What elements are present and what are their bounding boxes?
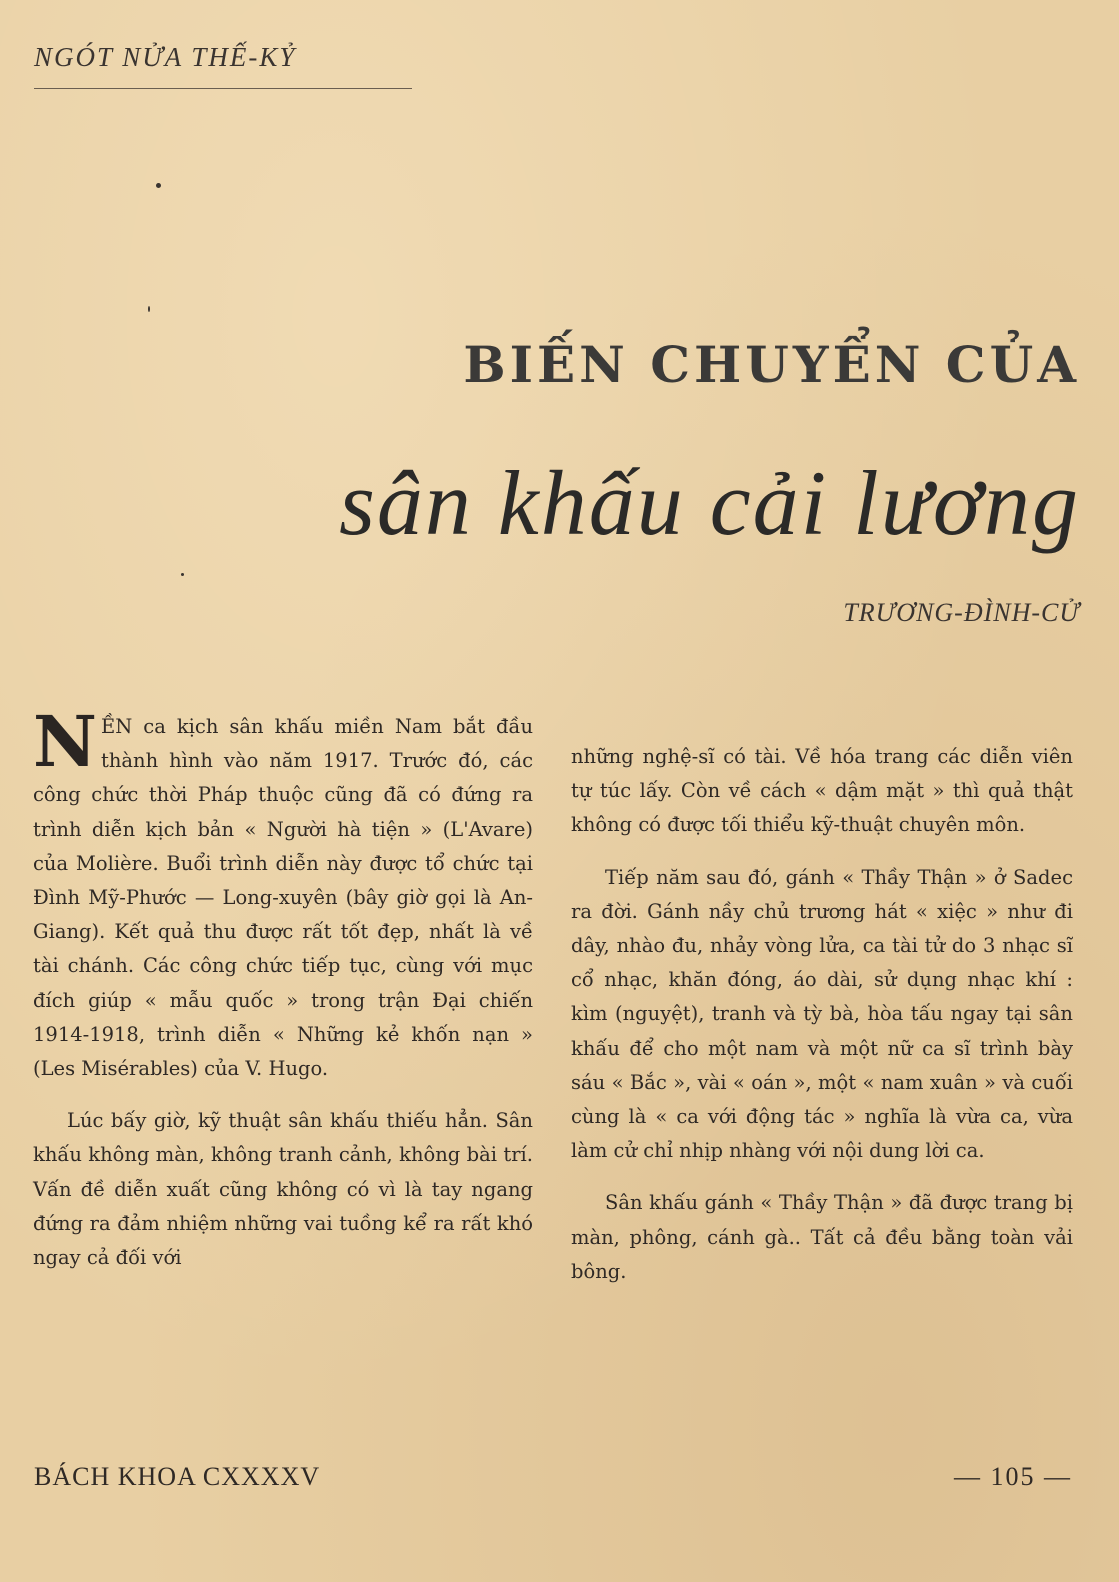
article-subtitle: sân khấu cải lương xyxy=(339,452,1080,554)
paragraph xyxy=(33,700,533,1086)
article-author: TRƯƠNG-ĐÌNH-CỬ xyxy=(843,598,1080,627)
page-number: — 105 — xyxy=(954,1462,1072,1491)
ink-speck xyxy=(148,306,150,312)
paragraph-text: ỀN ca kịch sân khấu miền Nam bắt đầu thành hình vào năm 1917. Trước đó, các công chức thời Pháp thuộc cũng đã có đứng ra trình diễn kịch bản « Người hà tiện » (L'Avare) của Molière. Buổi trình diễn này được tổ chức tại Đình Mỹ-Phước — Long-xuyên (bây giờ gọi là An-Giang). Kết quả thu được rất tốt đẹp, nhất là về tài chánh. Các công chức tiếp tục, cùng với mục đích giúp « mẫu quốc » trong trận Đại chiến 1914-1918, trình diễn « Những kẻ khốn nạn » (Les Misérables) của V. Hugo. xyxy=(33,715,533,1081)
drop-cap: N xyxy=(33,700,97,783)
ink-speck xyxy=(156,183,161,188)
right-column xyxy=(571,740,1073,1307)
paragraph: Tiếp năm sau đó, gánh « Thầy Thận » ở Sadec ra đời. Gánh nầy chủ trương hát « xiệc » như đi dây, nhào đu, nhảy vòng lửa, ca tài tử do 3 nhạc sĩ cổ nhạc, khăn đóng, áo dài, sử dụng nhạc khí : kìm (nguyệt), tranh và tỳ bà, hòa tấu ngay tại sân khấu để cho một nam và một nữ ca sĩ trình bày sáu « Bắc », vài « oán », một « nam xuân » và cuối cùng là « ca với động tác » nghĩa là vừa ca, vừa làm cử chỉ nhịp nhàng với nội dung lời ca. xyxy=(571,865,1073,1163)
ink-speck xyxy=(181,573,184,576)
paragraph: Sân khấu gánh « Thầy Thận » đã được trang bị màn, phông, cánh gà.. Tất cả đều bằng toàn vải bông. xyxy=(571,1191,1073,1283)
paragraph: những nghệ-sĩ có tài. Về hóa trang các diễn viên tự túc lấy. Còn về cách « dậm mặt » thì quả thật không có được tối thiểu kỹ-thuật chuyên môn. xyxy=(571,745,1073,837)
left-column xyxy=(33,700,533,1293)
article-title: BIẾN CHUYỂN CỦA xyxy=(463,335,1080,394)
section-title: NGÓT NỬA THẾ-KỶ xyxy=(34,42,297,72)
paragraph: Lúc bấy giờ, kỹ thuật sân khấu thiếu hẳn. Sân khấu không màn, không tranh cảnh, không bài trí. Vấn đề diễn xuất cũng không có vì là tay ngang đứng ra đảm nhiệm những vai tuồng kể ra rất khó ngay cả đối với xyxy=(33,1109,533,1270)
publication-name: BÁCH KHOA CXXXXV xyxy=(34,1462,321,1491)
section-divider xyxy=(34,88,412,89)
